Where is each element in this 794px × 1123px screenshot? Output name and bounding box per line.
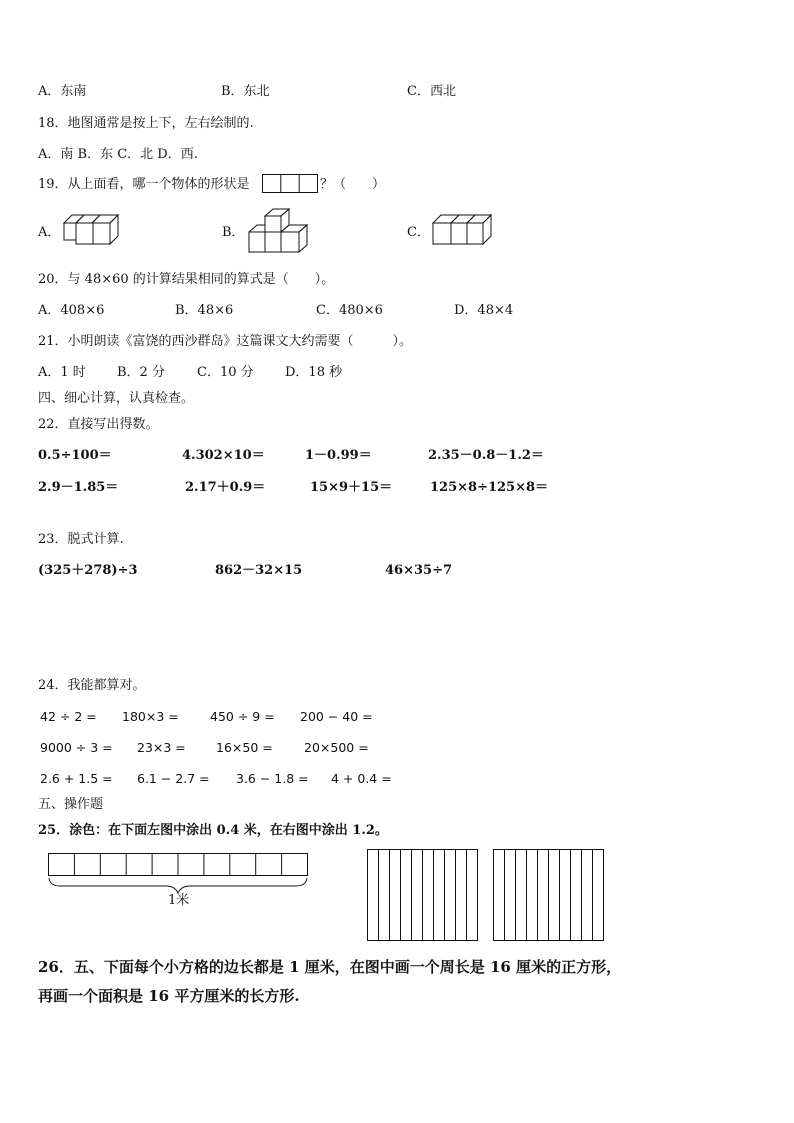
q21-option-b: B．2 分 bbox=[117, 365, 165, 380]
q21-option-d: D．18 秒 bbox=[285, 365, 343, 380]
q20-option-d: D．48×4 bbox=[454, 303, 514, 318]
q24-item: 16×50 = bbox=[216, 740, 273, 755]
q17-option-a: A．东南 bbox=[38, 84, 87, 99]
q22-item: 4.302×10＝ bbox=[182, 448, 265, 463]
q25-grid-left bbox=[367, 849, 479, 942]
q20-option-a: A．408×6 bbox=[38, 303, 105, 318]
q23-item: 862－32×15 bbox=[215, 563, 303, 578]
q24-item: 23×3 = bbox=[137, 740, 186, 755]
q20-option-b: B．48×6 bbox=[175, 303, 234, 318]
q24-stem: 24．我能都算对。 bbox=[38, 678, 146, 693]
q22-item: 2.35－0.8－1.2＝ bbox=[428, 448, 544, 463]
q19-option-c-cubes bbox=[431, 212, 495, 248]
q22-item: 1－0.99＝ bbox=[305, 448, 372, 463]
section-5-heading: 五、操作题 bbox=[38, 797, 104, 812]
q19-stem: 19．从上面看，哪一个物体的形状是 bbox=[38, 177, 250, 192]
q17-option-c: C．西北 bbox=[407, 84, 456, 99]
q22-item: 2.17＋0.9＝ bbox=[185, 480, 266, 495]
q24-item: 200 − 40 = bbox=[300, 709, 373, 724]
q23-item: (325＋278)÷3 bbox=[38, 563, 138, 578]
q24-item: 4 + 0.4 = bbox=[331, 771, 392, 786]
q22-stem: 22．直接写出得数。 bbox=[38, 417, 159, 432]
q24-item: 9000 ÷ 3 = bbox=[40, 740, 113, 755]
q26-line-2: 再画一个面积是 16 平方厘米的长方形. bbox=[38, 987, 300, 1005]
q24-item: 6.1 − 2.7 = bbox=[137, 771, 210, 786]
q24-item: 2.6 + 1.5 = bbox=[40, 771, 113, 786]
q19-stem-end: ？（ ） bbox=[320, 177, 386, 192]
q24-item: 450 ÷ 9 = bbox=[210, 709, 275, 724]
section-4-heading: 四、细心计算，认真检查。 bbox=[38, 391, 195, 406]
q22-item: 15×9＋15＝ bbox=[310, 480, 393, 495]
q19-top-view-figure bbox=[262, 174, 318, 193]
q18-options: A．南 B．东 C．北 D．西. bbox=[38, 147, 198, 162]
q22-item: 0.5÷100＝ bbox=[38, 448, 112, 463]
q25-grid-right bbox=[493, 849, 605, 942]
q21-option-a: A．1 时 bbox=[38, 365, 86, 380]
q18-stem: 18．地图通常是按上下，左右绘制的. bbox=[38, 116, 254, 131]
q25-stem: 25．涂色：在下面左图中涂出 0.4 米，在右图中涂出 1.2。 bbox=[38, 823, 388, 838]
q26-line-1: 26．五、下面每个小方格的边长都是 1 厘米，在图中画一个周长是 16 厘米的正方形， bbox=[38, 958, 622, 976]
q19-option-a-cubes bbox=[62, 212, 122, 248]
q17-option-b: B．东北 bbox=[221, 84, 270, 99]
q19-option-a: A． bbox=[38, 225, 61, 240]
q24-item: 42 ÷ 2 = bbox=[40, 709, 97, 724]
q19-option-b: B． bbox=[222, 225, 245, 240]
q24-item: 20×500 = bbox=[304, 740, 369, 755]
q19-option-b-cubes bbox=[247, 208, 309, 254]
q23-item: 46×35÷7 bbox=[385, 563, 453, 578]
q20-option-c: C．480×6 bbox=[316, 303, 383, 318]
q24-item: 180×3 = bbox=[122, 709, 179, 724]
q21-option-c: C．10 分 bbox=[197, 365, 254, 380]
q22-item: 125×8÷125×8＝ bbox=[430, 480, 549, 495]
q20-stem: 20．与 48×60 的计算结果相同的算式是（ ）。 bbox=[38, 272, 335, 287]
q21-stem: 21．小明朗读《富饶的西沙群岛》这篇课文大约需要（ ）。 bbox=[38, 334, 413, 349]
q25-ruler-label: 1米 bbox=[168, 893, 190, 908]
q23-stem: 23．脱式计算. bbox=[38, 532, 124, 547]
q24-item: 3.6 − 1.8 = bbox=[236, 771, 309, 786]
q25-meter-strip bbox=[48, 853, 310, 895]
q22-item: 2.9－1.85＝ bbox=[38, 480, 119, 495]
q19-option-c: C． bbox=[407, 225, 430, 240]
